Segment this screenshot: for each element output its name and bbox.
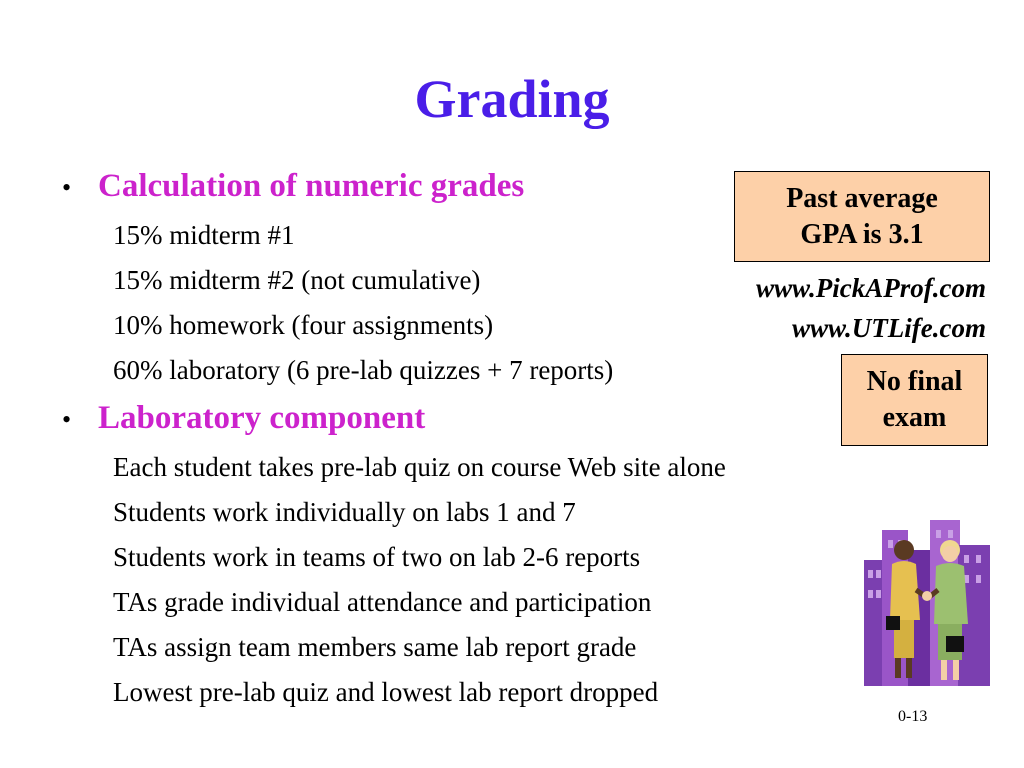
bullet-heading-numeric-grades xyxy=(62,168,524,205)
url-pickaprof: www.PickAProf.com xyxy=(756,273,986,303)
list-item: 15% midterm #1 xyxy=(113,220,295,250)
slide-title: Grading xyxy=(414,69,610,129)
bullet-dot: • xyxy=(62,405,72,434)
no-final-callout-box xyxy=(841,354,988,446)
bullet-heading-text: Laboratory component xyxy=(98,400,426,436)
no-final-line1: No final xyxy=(866,366,963,397)
list-item: TAs grade individual attendance and participation xyxy=(113,587,652,617)
bullet-heading-lab-component xyxy=(62,400,425,437)
slide-number: 0-13 xyxy=(898,708,928,725)
list-item: 10% homework (four assignments) xyxy=(113,310,494,340)
gpa-callout-line1: Past average xyxy=(786,183,938,214)
bullet-dot: • xyxy=(62,173,72,202)
list-item: Students work individually on labs 1 and 7 xyxy=(113,497,576,527)
list-item: Each student takes pre-lab quiz on course Web site alone xyxy=(113,452,726,482)
gpa-callout-line2: GPA is 3.1 xyxy=(800,219,924,250)
list-item: Students work in teams of two on lab 2-6 reports xyxy=(113,542,641,572)
list-item: Lowest pre-lab quiz and lowest lab report dropped xyxy=(113,677,659,707)
bullet-heading-text: Calculation of numeric grades xyxy=(98,168,525,204)
list-item: 15% midterm #2 (not cumulative) xyxy=(113,265,481,295)
list-item: 60% laboratory (6 pre-lab quizzes + 7 reports) xyxy=(113,355,614,385)
list-item: TAs assign team members same lab report grade xyxy=(113,632,637,662)
handshake-clipart-icon xyxy=(864,520,990,686)
no-final-line2: exam xyxy=(882,402,947,433)
gpa-callout-box xyxy=(734,171,990,262)
url-utlife: www.UTLife.com xyxy=(792,313,986,343)
